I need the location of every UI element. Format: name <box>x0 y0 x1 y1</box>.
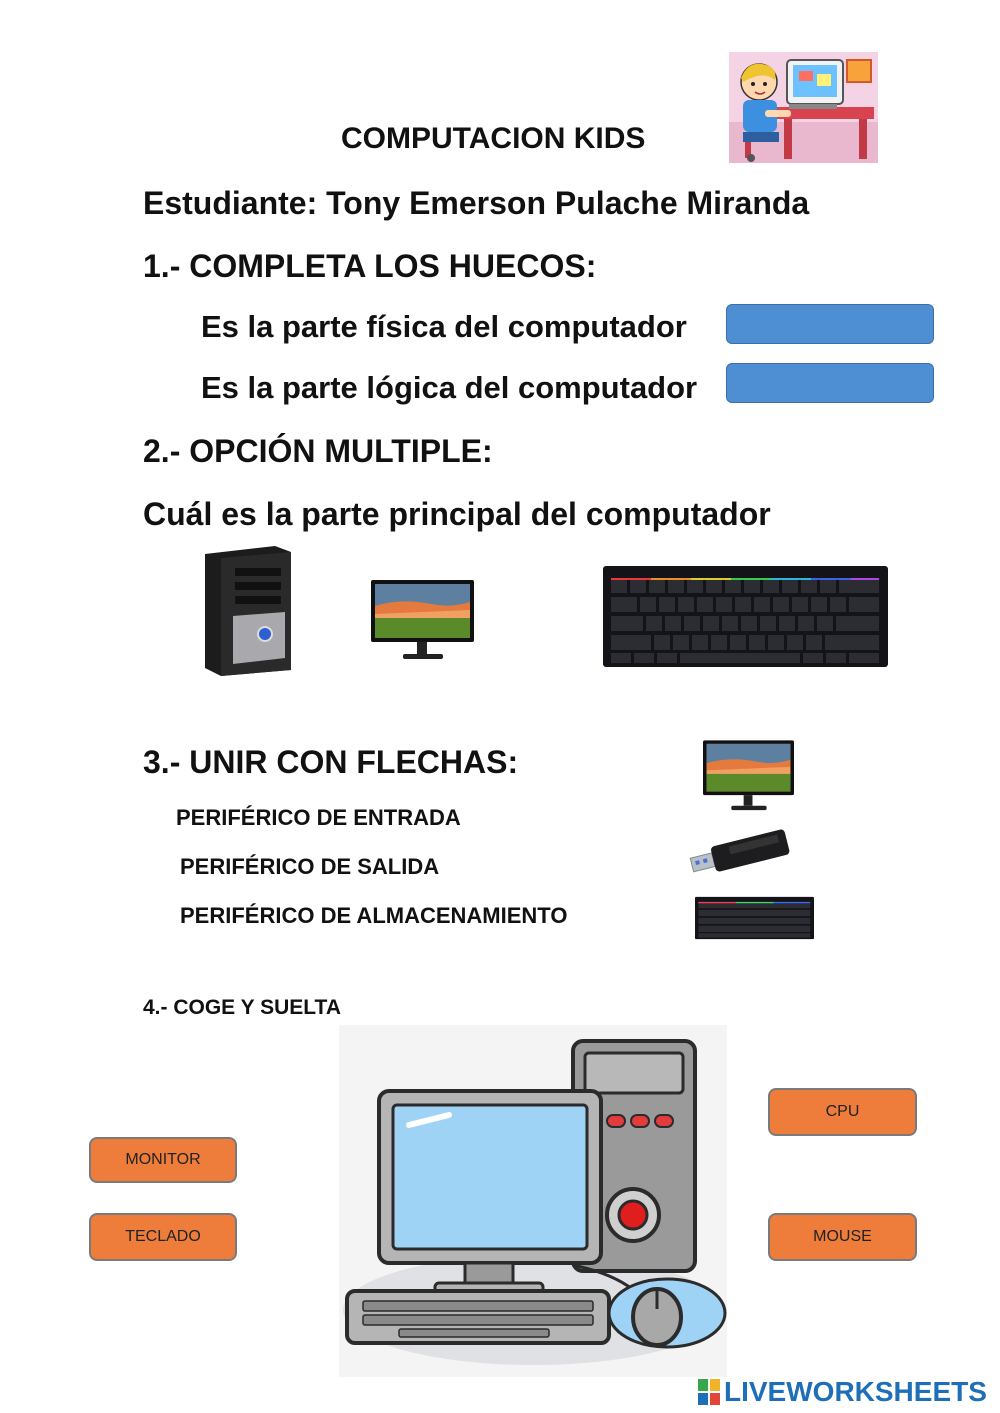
section2-heading: 2.- OPCIÓN MULTIPLE: <box>143 433 493 469</box>
cpu-tag[interactable]: CPU <box>768 1088 917 1136</box>
peripheral-output-label: PERIFÉRICO DE SALIDA <box>180 854 440 879</box>
monitor-match-image[interactable] <box>703 740 794 814</box>
keyboard-tag[interactable]: TECLADO <box>89 1213 237 1261</box>
section1-heading: 1.- COMPLETA LOS HUECOS: <box>143 248 597 284</box>
kid-computer-illustration <box>729 52 878 163</box>
usb-drive-match-image[interactable] <box>686 826 794 876</box>
question-hardware: Es la parte física del computador <box>201 309 687 344</box>
page-title: COMPUTACION KIDS <box>341 122 646 155</box>
section3-heading: 3.- UNIR CON FLECHAS: <box>143 744 519 780</box>
keyboard-option[interactable] <box>603 566 888 667</box>
cpu-tower-option[interactable] <box>205 546 291 676</box>
keyboard-match-image[interactable] <box>695 896 814 940</box>
monitor-tag[interactable]: MONITOR <box>89 1137 237 1183</box>
desktop-computer-illustration <box>339 1025 727 1377</box>
section2-question: Cuál es la parte principal del computador <box>143 496 771 532</box>
answer-blank-2[interactable] <box>726 363 934 403</box>
answer-blank-1[interactable] <box>726 304 934 344</box>
mouse-tag[interactable]: MOUSE <box>768 1213 917 1261</box>
brand-name: LIVEWORKSHEETS <box>724 1376 987 1407</box>
liveworksheets-logo-icon <box>698 1379 720 1405</box>
peripheral-input-label: PERIFÉRICO DE ENTRADA <box>176 805 461 830</box>
monitor-option[interactable] <box>371 580 474 663</box>
student-name: Estudiante: Tony Emerson Pulache Miranda <box>143 185 810 221</box>
section4-heading: 4.- COGE Y SUELTA <box>143 996 341 1019</box>
question-software: Es la parte lógica del computador <box>201 370 698 405</box>
peripheral-storage-label: PERIFÉRICO DE ALMACENAMIENTO <box>180 903 568 928</box>
liveworksheets-logo <box>698 1376 987 1408</box>
